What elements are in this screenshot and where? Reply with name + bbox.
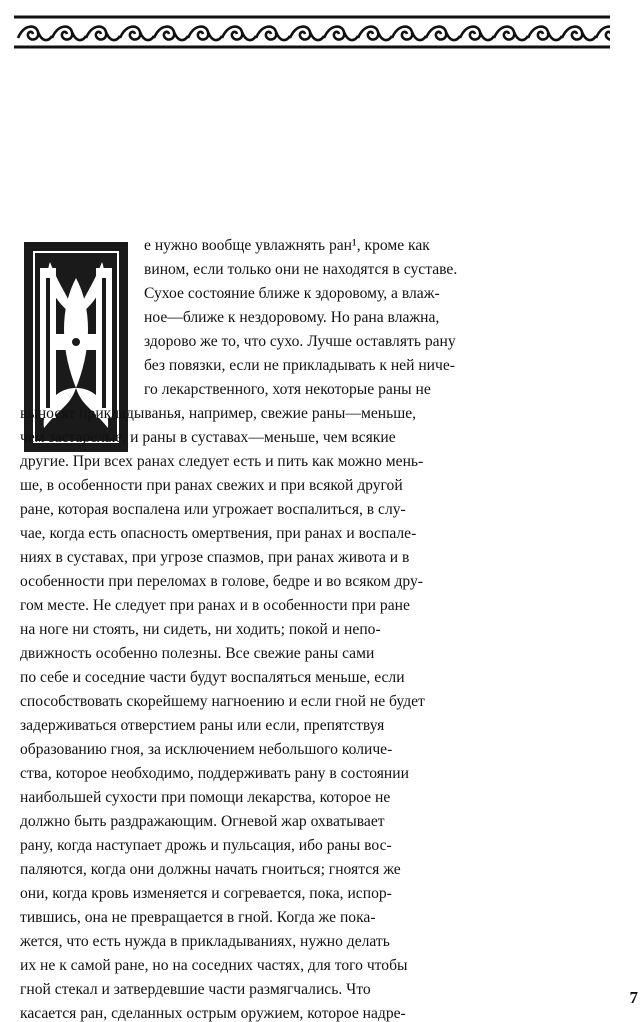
scroll-motif bbox=[528, 27, 562, 41]
text-line: касается ран, сделанных острым оружием, которое надре- bbox=[20, 1005, 406, 1022]
scroll-motif bbox=[596, 27, 610, 41]
text-line: на ноге ни стоять, ни сидеть, ни ходить; покой и непо- bbox=[20, 621, 381, 638]
text-line: их не к самой ране, но на соседних частях, для того чтобы bbox=[20, 957, 408, 974]
scroll-motif bbox=[460, 27, 494, 41]
scroll-motif bbox=[290, 27, 324, 41]
text-line: ше, в особенности при ранах свежих и при всякой другой bbox=[20, 477, 403, 494]
text-line: образованию гноя, за исключением небольшого количе- bbox=[20, 741, 393, 758]
scroll-motif bbox=[324, 27, 358, 41]
scroll-motif bbox=[358, 27, 392, 41]
scroll-motif bbox=[154, 27, 188, 41]
scroll-motif bbox=[392, 27, 426, 41]
text-line: по себе и соседние части будут воспаляться меньше, если bbox=[20, 669, 405, 686]
text-line: чае, когда есть опасность омертвения, при ранах и воспале- bbox=[20, 525, 417, 542]
text-line: здорово же то, что сухо. Лучше оставлять рану bbox=[144, 333, 456, 350]
scroll-motif bbox=[256, 27, 290, 41]
text-line: другие. При всех ранах следует есть и пить как можно мень- bbox=[20, 453, 424, 470]
text-line: вином, если только они не находятся в суставе. bbox=[144, 261, 458, 278]
scroll-motif bbox=[222, 27, 256, 41]
text-line: ране, которая воспалена или угрожает воспалиться, в слу- bbox=[20, 501, 406, 518]
scroll-motif bbox=[86, 27, 120, 41]
text-line: выносят прикладыванья, например, свежие раны—меньше, bbox=[20, 405, 417, 422]
scroll-motif bbox=[52, 27, 86, 41]
text-line: способствовать скорейшему нагноению и если гной не будет bbox=[20, 693, 425, 710]
text-line: должно быть раздражающим. Огневой жар охватывает bbox=[20, 813, 385, 830]
text-line: го лекарственного, хотя некоторые раны не bbox=[144, 381, 431, 398]
text-line: жется, что есть нужда в прикладываниях, нужно делать bbox=[20, 933, 390, 950]
text-line: Сухое состояние ближе к здоровому, а влаж- bbox=[144, 285, 440, 302]
text-line: особенности при переломах в голове, бедре и во всяком дру- bbox=[20, 573, 423, 590]
drop-cap-letter: Н bbox=[75, 378, 77, 379]
text-line: они, когда кровь изменяется и согревается, пока, испор- bbox=[20, 885, 392, 902]
scroll-motif bbox=[426, 27, 460, 41]
text-line: ное—ближе к нездоровому. Но рана влажна, bbox=[144, 309, 440, 326]
text-line: гной стекал и затвердевшие части размягчались. Что bbox=[20, 981, 371, 998]
text-line: гом месте. Не следует при ранах и в особенности при ране bbox=[20, 597, 410, 614]
drop-cap-initial bbox=[20, 238, 132, 456]
text-line: паляются, когда они должны начать гноиться; гноятся же bbox=[20, 861, 401, 878]
text-line: е нужно вообще увлажнять ран¹, кроме как bbox=[144, 237, 430, 254]
text-line: наибольшей сухости при помощи лекарства, которое не bbox=[20, 789, 391, 806]
text-line: рану, когда наступает дрожь и пульсация, ибо раны вос- bbox=[20, 837, 392, 854]
text-line: движность особенно полезны. Все свежие раны сами bbox=[20, 645, 375, 662]
scroll-motif bbox=[188, 27, 222, 41]
text-line: задерживаться отверстием раны или если, препятствуя bbox=[20, 717, 385, 734]
page-number: 7 bbox=[629, 988, 638, 1007]
text-line: без повязки, если не прикладывать к ней ниче- bbox=[144, 357, 455, 374]
scroll-motif bbox=[120, 27, 154, 41]
text-line: тившись, она не превращается в гной. Когда же пока- bbox=[20, 909, 376, 926]
scroll-motif bbox=[494, 27, 528, 41]
scroll-motif bbox=[562, 27, 596, 41]
scroll-motif bbox=[18, 27, 52, 41]
ornamental-border bbox=[14, 12, 610, 52]
text-line: ства, которое необходимо, поддерживать рану в состоянии bbox=[20, 765, 409, 782]
text-line: чем застарелые, и раны в суставах—меньше, чем всякие bbox=[20, 429, 396, 446]
text-line: ниях в суставах, при угрозе спазмов, при ранах живота и в bbox=[20, 549, 410, 566]
